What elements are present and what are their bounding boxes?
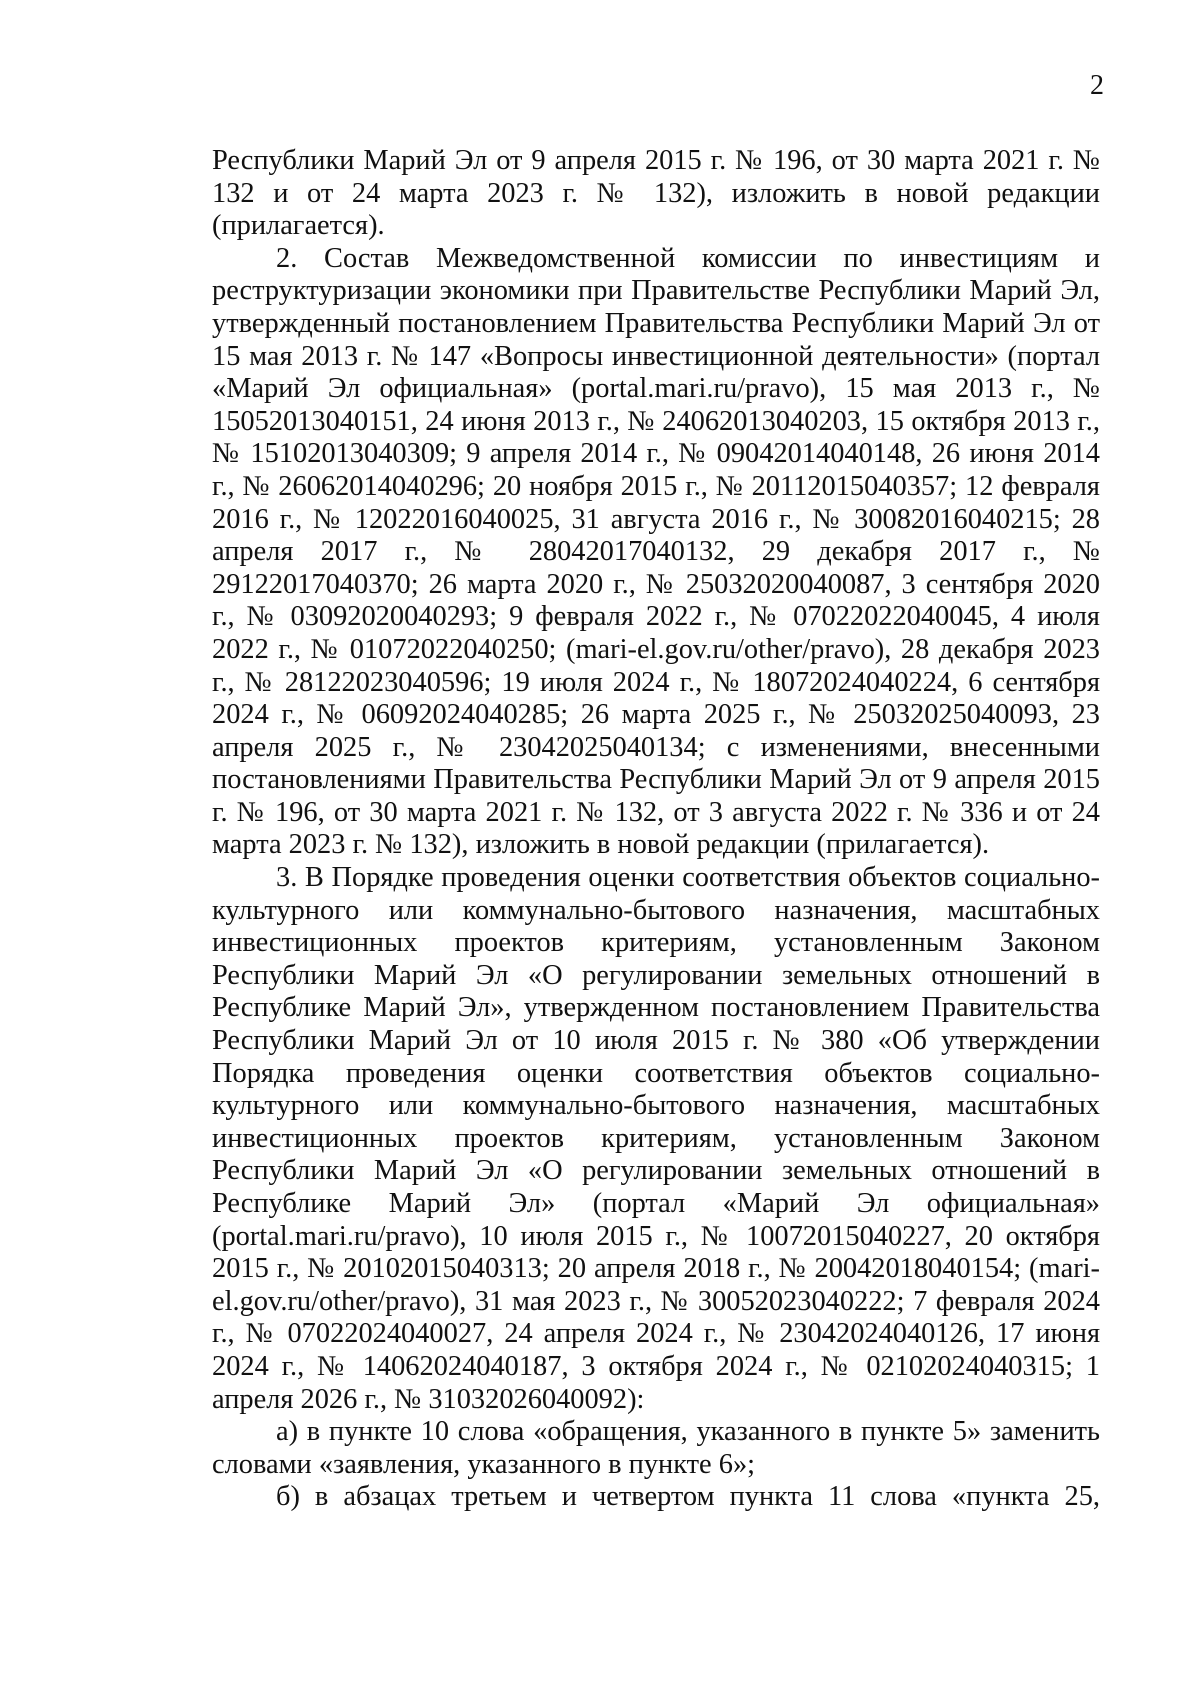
paragraph-item-2: 2. Состав Межведомственной комиссии по инвестициям и реструктуризации экономики при Правительстве Республики Марий Эл, утвержденный постановлением Правительства Республики Марий Эл от 15 мая 2013 г. № 147 «Вопросы инвестиционной деятельности» (портал «Марий Эл официальная» (portal.mari.ru/pravo), 15 мая 2013 г., № 15052013040151, 24 июня 2013 г., № 24062013040203, 15 октября 2013 г., № 15102013040309; 9 апреля 2014 г., № 09042014040148, 26 июня 2014 г., № 26062014040296; 20 ноября 2015 г., № 20112015040357; 12 февраля 2016 г., № 12022016040025, 31 августа 2016 г., № 30082016040215; 28 апреля 2017 г., № 28042017040132, 29 декабря 2017 г., № 29122017040370; 26 марта 2020 г., № 25032020040087, 3 сентября 2020 г., № 03092020040293; 9 февраля 2022 г., № 07022022040045, 4 июля 2022 г., № 01072022040250; (mari-el.gov.ru/other/pravo), 28 декабря 2023 г., № 28122023040596; 19 июля 2024 г., № 18072024040224, 6 сентября 2024 г., № 06092024040285; 26 марта 2025 г., № 25032025040093, 23 апреля 2025 г., № 23042025040134; с изменениями, внесенными постановлениями Правительства Республики Марий Эл от 9 апреля 2015 г. № 196, от 30 марта 2021 г. № 132, от 3 августа 2022 г. № 336 и от 24 марта 2023 г. № 132), изложить в новой редакции (прилагается).: [212, 242, 1100, 861]
paragraph-subitem-a: а) в пункте 10 слова «обращения, указанного в пункте 5» заменить словами «заявления, указанного в пункте 6»;: [212, 1416, 1100, 1480]
page-number: 2: [1090, 70, 1104, 101]
paragraph-item-3: 3. В Порядке проведения оценки соответствия объектов социально-культурного или коммунально-бытового назначения, масштабных инвестиционных проектов критериям, установленным Законом Республики Марий Эл «О регулировании земельных отношений в Республике Марий Эл», утвержденном постановлением Правительства Республики Марий Эл от 10 июля 2015 г. № 380 «Об утверждении Порядка проведения оценки соответствия объектов социально-культурного или коммунально-бытового назначения, масштабных инвестиционных проектов критериям, установленным Законом Республики Марий Эл «О регулировании земельных отношений в Республике Марий Эл» (портал «Марий Эл официальная» (portal.mari.ru/pravo), 10 июля 2015 г., № 10072015040227, 20 октября 2015 г., № 20102015040313; 20 апреля 2018 г., № 20042018040154; (mari-el.gov.ru/other/pravo), 31 мая 2023 г., № 30052023040222; 7 февраля 2024 г., № 07022024040027, 24 апреля 2024 г., № 23042024040126, 17 июня 2024 г., № 14062024040187, 3 октября 2024 г., № 02102024040315; 1 апреля 2026 г., № 31032026040092):: [212, 862, 1100, 1415]
paragraph-continuation: Республики Марий Эл от 9 апреля 2015 г. № 196, от 30 марта 2021 г. № 132 и от 24 марта 2023 г. № 132), изложить в новой редакции (прилагается).: [212, 145, 1100, 242]
paragraph-subitem-b: б) в абзацах третьем и четвертом пункта 11 слова «пункта 25,: [276, 1481, 1100, 1513]
document-body: [212, 145, 1100, 1514]
